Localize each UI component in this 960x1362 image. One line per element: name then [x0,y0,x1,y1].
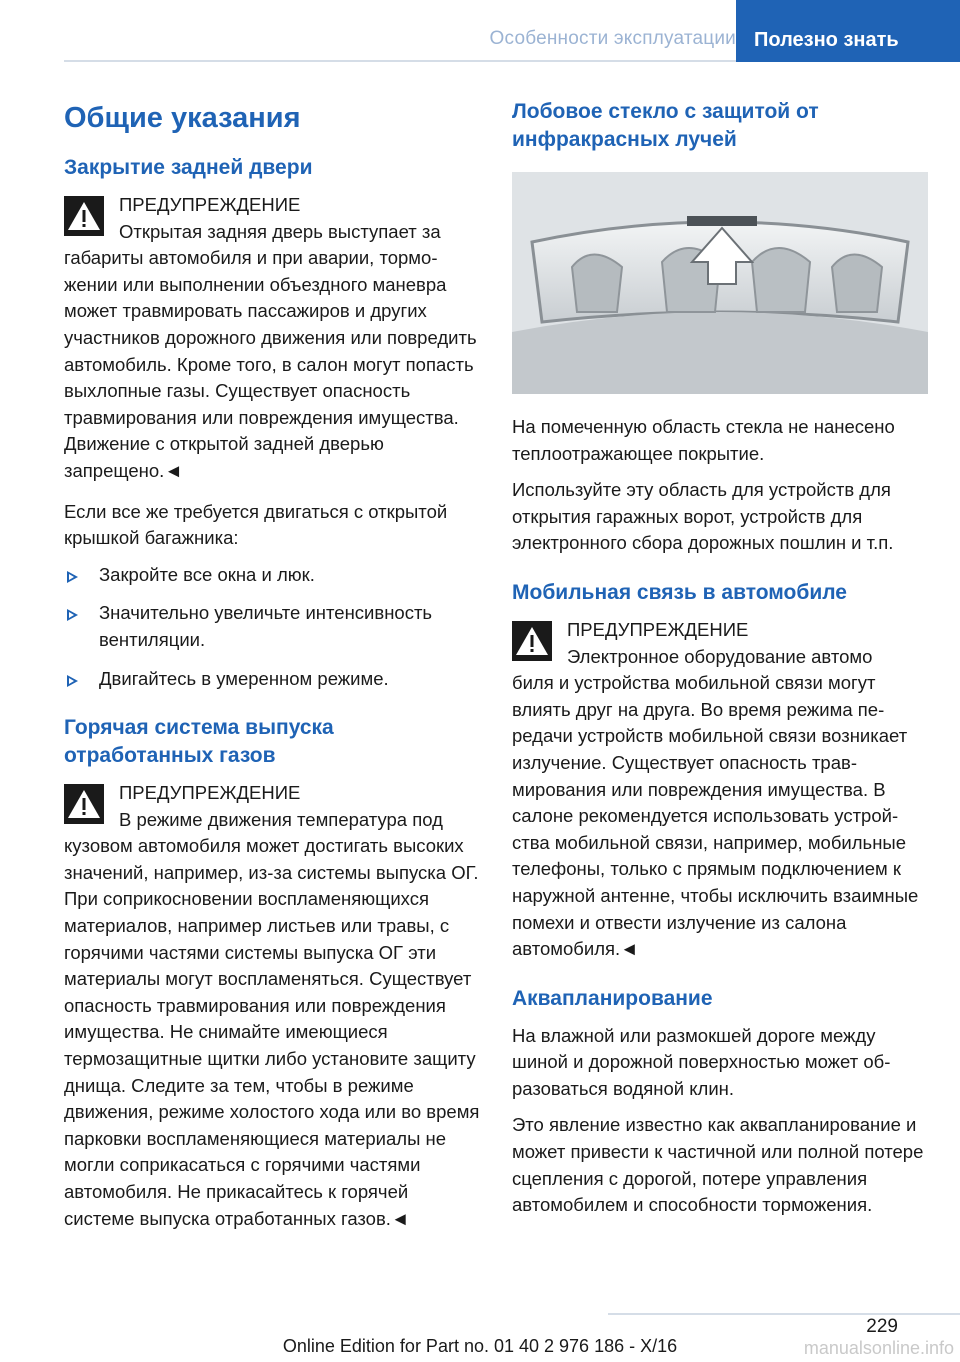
warning-block-hot-exhaust [64,780,480,1232]
footer-divider [608,1313,960,1315]
bullet-list [64,562,480,692]
section-heading-rear-door: Закрытие задней двери [64,156,313,179]
warning-block-rear-door [64,192,480,485]
paragraph-aquaplaning-1: На влажной или размокшей дороге между шиной и дорожной поверхностью может образоваться водяной клин. [512,1024,891,1099]
paragraph-windshield-use: Используйте эту область для устройств для открытия гаражных ворот, устройств для электронного сбора дорожных пошлин и т.п. [512,479,894,554]
windshield-photo [512,172,928,394]
warning-text: биля и устройства мобильной связи могут влиять друг на друга. Во время режима передачи устройств мобильной связи возникает излучение. Существует опасность травмирования или повреждения имущества. В салоне рекомендуется использовать устройства мобильной связи, например, мобильные телефоны, только с прямым подключением к наружной антенне, чтобы исключить взаимные помехи и отвести излучение из салона автомобиля.◄ [512,672,919,960]
watermark: manualsonline.info [803,1338,954,1358]
list-item: Значительно увеличьте интенсивность вентиляции. [64,600,480,653]
active-tab[interactable]: Полезно знать [736,0,960,62]
paragraph-windshield-area: На помеченную область стекла не нанесено теплоотражающее покрытие. [512,416,895,464]
warning-label: ПРЕДУПРЕЖДЕНИЕ [119,194,301,215]
section-heading-windshield: Лобовое стекло с защитой от инфракрасных лучей [512,100,819,151]
warning-text-first-line: Электронное оборудование автомо [567,645,873,667]
warning-text: габариты автомобиля и при аварии, торможении или выполнении объездного маневра может травмировать пассажиров и других участников дорожного движения или повредить автомобиль. Кроме того, в салон могут попасть выхлопные газы. Существует опасность травмирования или повреждения имущества. Движение с открытой задней дверью запрещено.◄ [64,247,477,481]
bullet-triangle-icon [67,675,78,687]
paragraph-aquaplaning-2: Это явление известно как аквапланирование и может привести к частичной или полной потере сцепления с дорогой, потере управления автомобилем и способности торможения. [512,1114,924,1216]
warning-label: ПРЕДУПРЕЖДЕНИЕ [119,782,301,804]
bullet-triangle-icon [67,609,78,621]
section-heading-mobile: Мобильная связь в автомобиле [512,580,847,604]
warning-text-first-line: В режиме движения температура под [119,808,443,830]
section-tab[interactable]: Особенности эксплуатации [489,28,736,49]
page-number: 229 [866,1316,898,1337]
section-heading-hot-exhaust: Горячая система выпуска отработанных газов [64,716,334,768]
warning-label: ПРЕДУПРЕЖДЕНИЕ [567,618,749,640]
list-item: Двигайтесь в умеренном режиме. [64,666,480,693]
list-item: Закройте все окна и люк. [64,562,480,589]
bullet-triangle-icon [67,571,78,583]
car-interior-illustration [512,172,928,394]
warning-block-mobile [512,617,928,963]
paragraph-intro: Если все же требуется двигаться с открытой крышкой багажника: [64,500,448,549]
section-heading-aquaplaning: Аквапланирование [512,986,713,1010]
edition-footer: Online Edition for Part no. 01 40 2 976 186 - X/16 [282,1336,678,1356]
left-column [64,98,480,1246]
warning-text-first-line: Открытая задняя дверь выступает за [119,220,441,242]
warning-triangle-icon [512,621,552,661]
right-column [512,98,928,1229]
warning-text: кузовом автомобиля может достигать высоких значений, например, из-за системы выпуска ОГ. При соприкосновении воспламеняющихся материалов, например листьев или травы, с горячими частями системы выпуска ОГ эти материалы могут воспламеняться. Существует опасность травмирования или повреждения имущества. Не снимайте имеющиеся термозащитные щитки либо установите защиту днища. Следите за тем, чтобы в режиме движения, режиме холостого хода или во время парковки воспламеняющиеся материалы не могли соприкасаться с горячими частями автомобиля. Не прикасайтесь к горячей системе выпуска отработанных газов.◄ [64,835,480,1229]
warning-triangle-icon [64,196,104,236]
warning-triangle-icon [64,784,104,824]
page-header [64,0,960,62]
page-title: Общие указания [64,102,301,134]
